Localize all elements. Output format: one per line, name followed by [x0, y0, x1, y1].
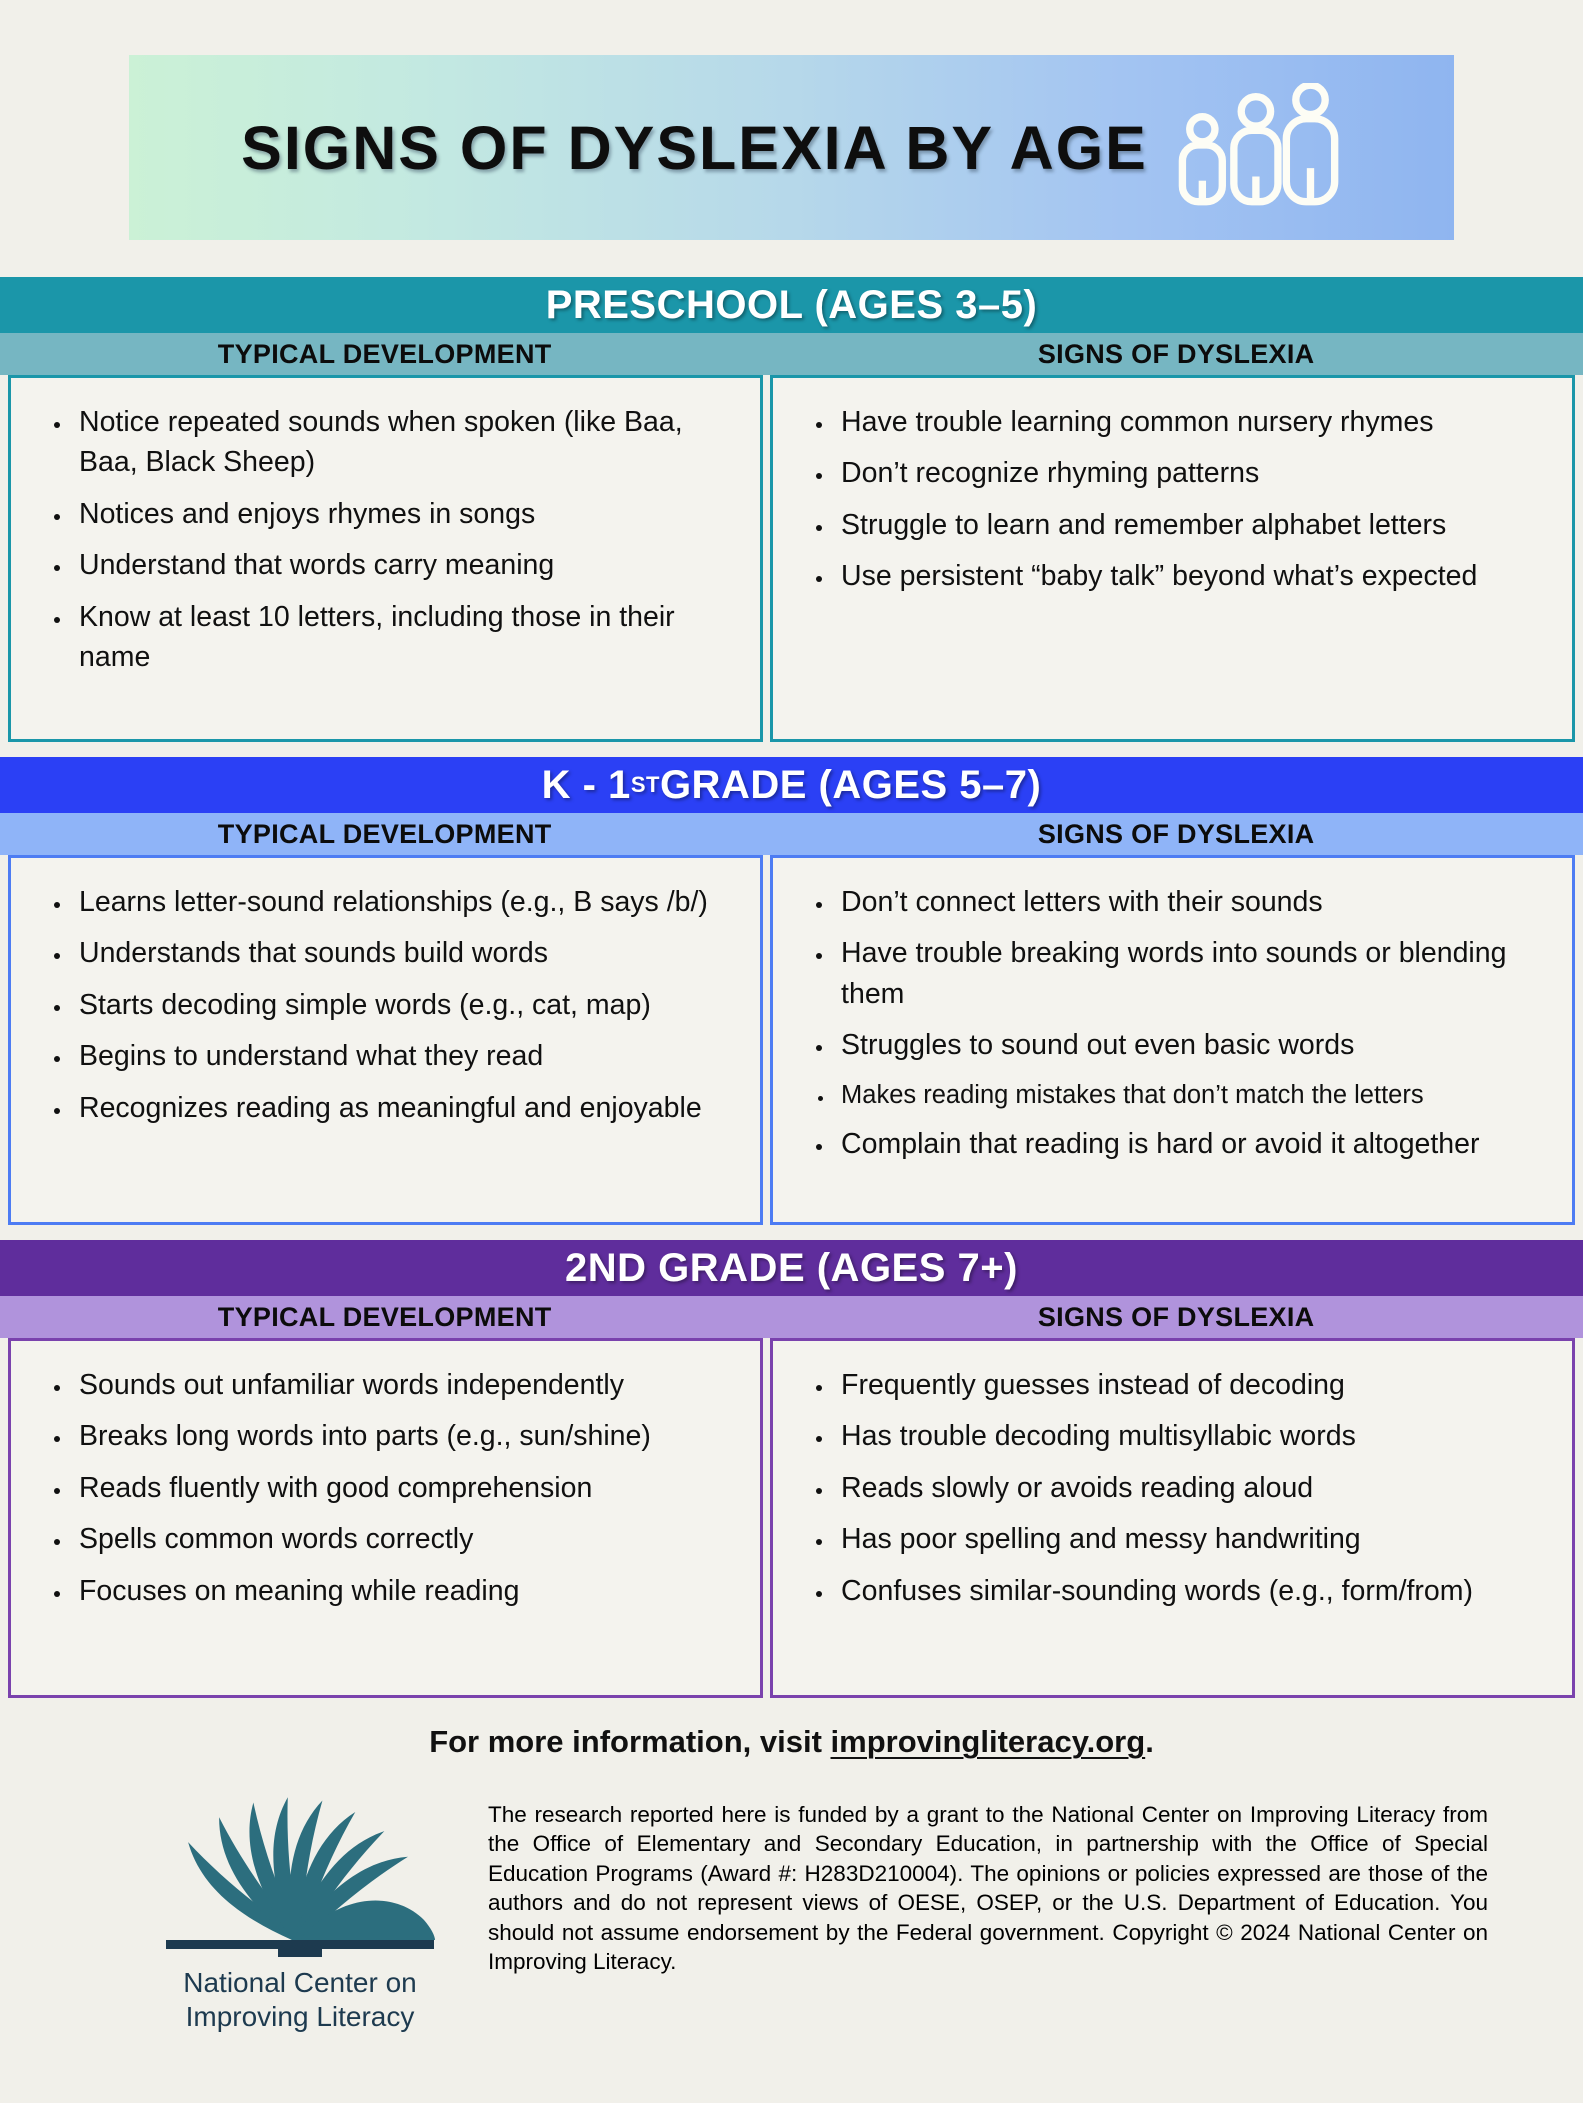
column-header-signs: SIGNS OF DYSLEXIA — [1037, 1301, 1315, 1332]
list-item: • Makes reading mistakes that don’t match the letters — [835, 1077, 1546, 1113]
section-title-k-1st: K - 1 ST GRADE (AGES 5–7) — [0, 757, 1583, 813]
section-title-2nd-grade: 2ND GRADE (AGES 7+) — [0, 1240, 1583, 1296]
list-item: • Complain that reading is hard or avoid it altogether — [835, 1124, 1546, 1164]
bullet-list-typical — [29, 402, 734, 678]
column-header-typical: TYPICAL DEVELOPMENT — [217, 818, 552, 849]
improvingliteracy-link[interactable]: improvingliteracy.org — [830, 1724, 1146, 1759]
signs-of-dyslexia-box — [770, 1338, 1575, 1698]
list-item: • Starts decoding simple words (e.g., cat, map) — [73, 985, 734, 1025]
list-item: • Understand that words carry meaning — [73, 545, 734, 585]
title-banner — [129, 55, 1454, 240]
column-header-band — [0, 333, 1583, 375]
section-title-preschool: PRESCHOOL (AGES 3–5) — [0, 277, 1583, 333]
section-k-1st-grade — [0, 757, 1583, 1225]
column-header-signs: SIGNS OF DYSLEXIA — [1037, 338, 1315, 369]
page-title: SIGNS OF DYSLEXIA BY AGE — [241, 113, 1148, 182]
list-item: • Use persistent “baby talk” beyond what’s expected — [835, 556, 1546, 596]
signs-of-dyslexia-box — [770, 375, 1575, 742]
column-header-band — [0, 813, 1583, 855]
section-preschool — [0, 277, 1583, 742]
section-columns — [0, 1338, 1583, 1698]
section-columns — [0, 855, 1583, 1225]
column-header-typical: TYPICAL DEVELOPMENT — [217, 1301, 552, 1332]
list-item: • Struggles to sound out even basic words — [835, 1025, 1546, 1065]
list-item: • Struggle to learn and remember alphabet letters — [835, 505, 1546, 545]
logo-text-line1: National Center on — [183, 1967, 417, 1998]
signs-of-dyslexia-box — [770, 855, 1575, 1225]
bullet-list-signs — [791, 882, 1546, 1165]
column-header-typical: TYPICAL DEVELOPMENT — [217, 338, 552, 369]
list-item: • Reads slowly or avoids reading aloud — [835, 1468, 1546, 1508]
list-item: • Have trouble learning common nursery rhymes — [835, 402, 1546, 442]
bullet-list-typical — [29, 882, 734, 1128]
ncil-logo — [150, 1788, 450, 2033]
typical-development-box — [8, 1338, 763, 1698]
list-item: • Frequently guesses instead of decoding — [835, 1365, 1546, 1405]
list-item: • Have trouble breaking words into sounds or blending them — [835, 933, 1546, 1014]
list-item: • Learns letter-sound relationships (e.g., B says /b/) — [73, 882, 734, 922]
column-header-signs: SIGNS OF DYSLEXIA — [1037, 818, 1315, 849]
list-item: • Spells common words correctly — [73, 1519, 734, 1559]
footer-bottom — [150, 1788, 1583, 2033]
list-item: • Reads fluently with good comprehension — [73, 1468, 734, 1508]
list-item: • Notice repeated sounds when spoken (like Baa, Baa, Black Sheep) — [73, 402, 734, 483]
bullet-list-signs — [791, 402, 1546, 597]
family-age-progression-icon — [1174, 83, 1342, 212]
more-info-line: For more information, visit improvingliteracy.org. — [429, 1724, 1154, 1759]
list-item: • Confuses similar-sounding words (e.g., form/from) — [835, 1571, 1546, 1611]
bullet-list-typical — [29, 1365, 734, 1611]
list-item: • Notices and enjoys rhymes in songs — [73, 494, 734, 534]
list-item: • Breaks long words into parts (e.g., sun/shine) — [73, 1416, 734, 1456]
list-item: • Recognizes reading as meaningful and enjoyable — [73, 1088, 734, 1128]
list-item: • Don’t connect letters with their sounds — [835, 882, 1546, 922]
column-header-band — [0, 1296, 1583, 1338]
bullet-list-signs — [791, 1365, 1546, 1611]
logo-text-line2: Improving Literacy — [185, 2001, 415, 2033]
list-item: • Don’t recognize rhyming patterns — [835, 453, 1546, 493]
funding-disclaimer: The research reported here is funded by a grant to the National Center on Improving Literacy from the Office of Elementary and Secondary Education, in partnership with the Office of Special Education Programs (Award #: H283D210004). The opinions or policies expressed are those of the authors and do not represent views of OESE, OSEP, or the U.S. Department of Education. You should not assume endorsement by the Federal government. Copyright © 2024 National Center on Improving Literacy. — [488, 1802, 1488, 1975]
sections-container — [0, 277, 1583, 1698]
list-item: • Has trouble decoding multisyllabic words — [835, 1416, 1546, 1456]
list-item: • Sounds out unfamiliar words independently — [73, 1365, 734, 1405]
typical-development-box — [8, 855, 763, 1225]
list-item: • Understands that sounds build words — [73, 933, 734, 973]
list-item: • Focuses on meaning while reading — [73, 1571, 734, 1611]
list-item: • Begins to understand what they read — [73, 1036, 734, 1076]
typical-development-box — [8, 375, 763, 742]
list-item: • Has poor spelling and messy handwriting — [835, 1519, 1546, 1559]
page-footer — [0, 1724, 1583, 2033]
section-columns — [0, 375, 1583, 742]
section-2nd-grade — [0, 1240, 1583, 1698]
open-book-logo-icon — [150, 1788, 450, 1960]
list-item: • Know at least 10 letters, including those in their name — [73, 597, 734, 678]
